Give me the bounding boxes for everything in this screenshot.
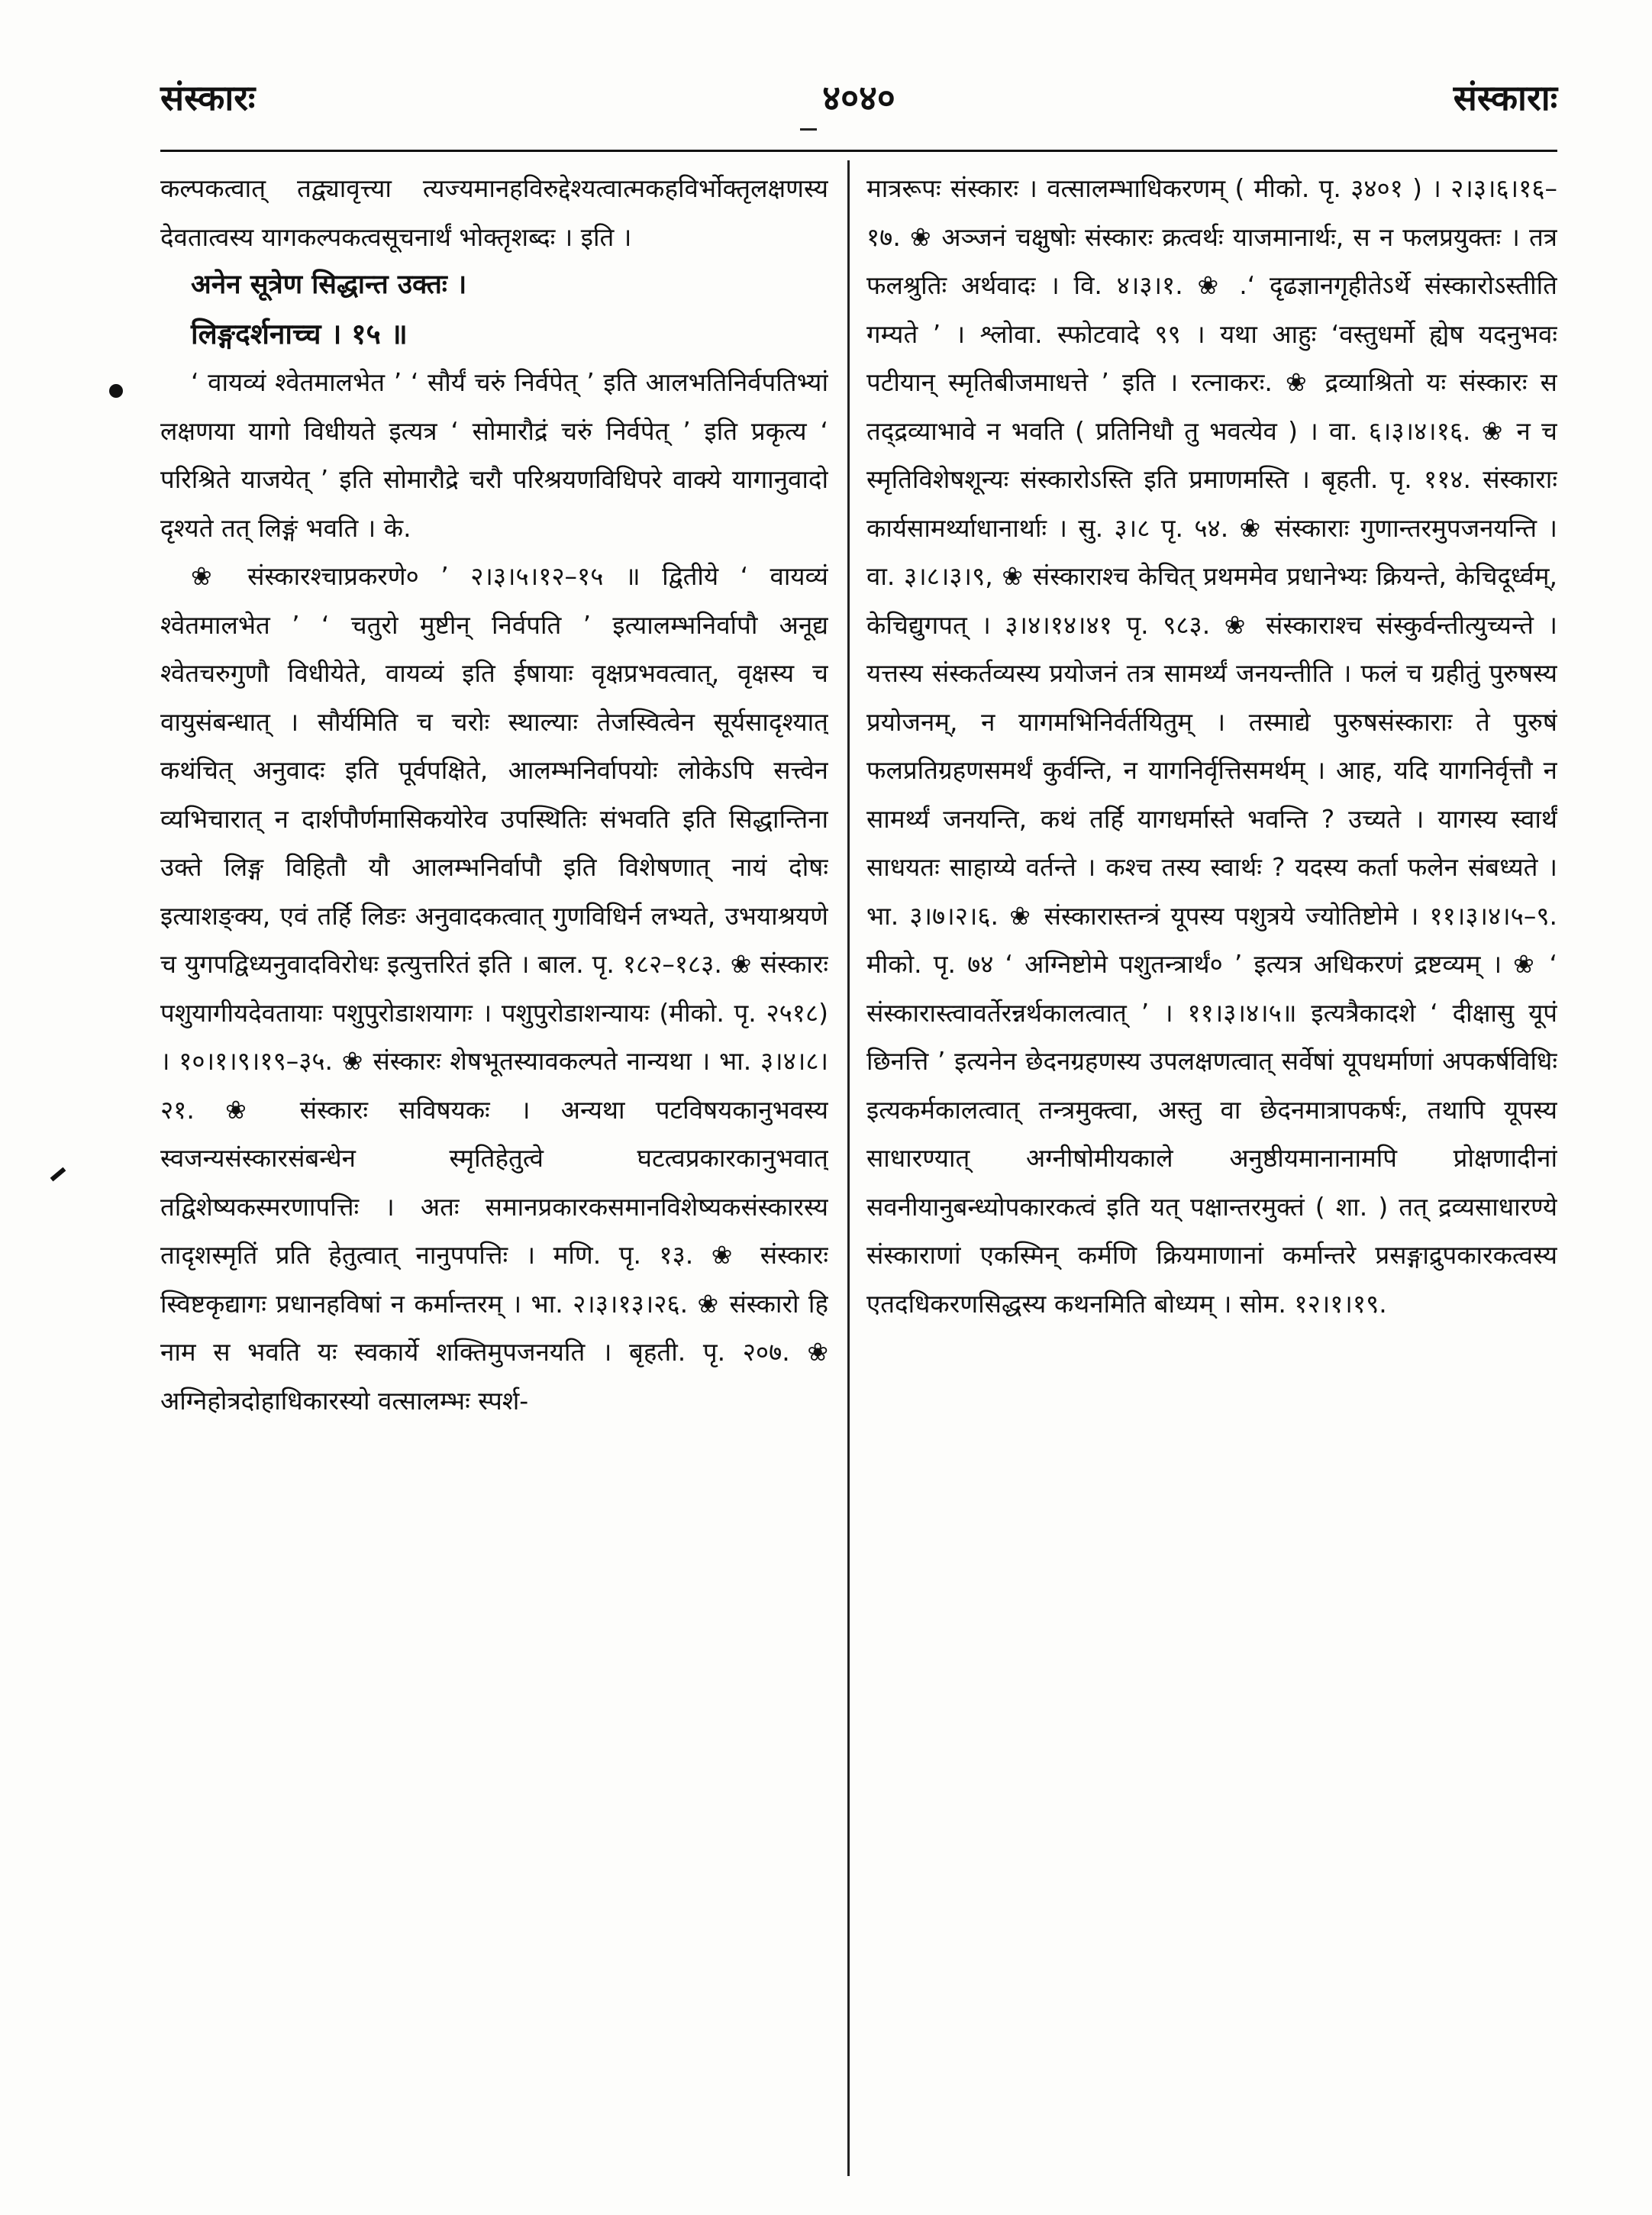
margin-tick-mark [50,1167,66,1182]
header-underline-mark [800,128,817,131]
paragraph: अनेन सूत्रेण सिद्धान्त उक्तः । [191,270,467,300]
sutra-heading: लिङ्गदर्शनाच्च । १५ ॥ [191,317,408,350]
header-right-title: संस्काराः [1453,77,1557,118]
header-rule [160,150,1557,152]
right-column [866,164,1557,2172]
column-divider [847,160,850,2176]
paragraph: ❀ संस्कारश्चाप्रकरणे० ’ २।३।५।१२–१५ ॥ द्वितीये ‘ वायव्यं श्वेतमालभेत ’ ‘ चतुरो मुष्टीन् निर्वपति ’ इत्यालम्भनिर्वापौ अनूद्य श्वेतचरुगुणौ विधीयेते, वायव्यं इति ईषायाः वृक्षप्रभवत्वात्, वृक्षस्य च वायुसंबन्धात् । सौर्यमिति च चरोः स्थाल्याः तेजस्वित्वेन सूर्यसादृश्यात् कथंचित् अनुवादः इति पूर्वपक्षिते, आलम्भनिर्वापयोः लोकेऽपि सत्त्वेन व्यभिचारात् न दार्शपौर्णमासिकयोरेव उपस्थितिः संभवति इति सिद्धान्तिना उक्ते लिङ्ग विहितौ यौ आलम्भनिर्वापौ इति विशेषणात् नायं दोषः इत्याशङ्क्य, एवं तर्हि लिङः अनुवादकत्वात् गुणविधिर्न लभ्यते, उभयाश्रयणे च युगपद्विध्यनुवादविरोधः इत्युत्तरितं इति । बाल. पृ. १८२–१८३. ❀ संस्कारः पशुयागीयदेवतायाः पशुपुरोडाशयागः । पशुपुरोडाशन्यायः (मीको. पृ. २५१८) । १०।१।९।१९–३५. ❀ संस्कारः शेषभूतस्यावकल्पते नान्यथा । भा. ३।४।८।२१. ❀ संस्कारः सविषयकः । अन्यथा पटविषयकानुभवस्य स्वजन्यसंस्कारसंबन्धेन स्मृतिहेतुत्वे घटत्वप्रकारकानुभवात् तद्विशेष्यकस्मरणापत्तिः । अतः समानप्रकारकसमानविशेष्यकसंस्कारस्य तादृशस्मृतिं प्रति हेतुत्वात् नानुपपत्तिः । मणि. पृ. १३. ❀ संस्कारः स्विष्टकृद्यागः प्रधानहविषां न कर्मान्तरम् । भा. २।३।१३।२६. ❀ संस्कारो हि नाम स भवति यः स्वकार्ये शक्तिमुपजनयति । बृहती. पृ. २०७. ❀ अग्निहोत्रदोहाधिकारस्यो वत्सालम्भः स्पर्श- [160,561,828,1416]
running-header [160,67,1557,128]
header-left-title: संस्कारः [160,77,256,118]
margin-dot-mark [109,384,123,398]
paragraph: कल्पकत्वात् तद्व्यावृत्त्या त्यज्यमानहविरुद्देश्यत्वात्मकहविर्भोक्तृलक्षणस्य देवतात्वस्य यागकल्पकत्वसूचनार्थं भोक्तृशब्दः । इति । [160,173,828,252]
paragraph: मात्ररूपः संस्कारः । वत्सालम्भाधिकरणम् ( मीको. पृ. ३४०१ ) । २।३।६।१६–१७. ❀ अञ्जनं चक्षुषोः संस्कारः क्रत्वर्थः याजमानार्थः, स न फलप्रयुक्तः । तत्र फलश्रुतिः अर्थवादः । वि. ४।३।१. ❀ .‘ दृढज्ञानगृहीतेऽर्थे संस्कारोऽस्तीति गम्यते ’ । श्लोवा. स्फोटवादे ९९ । यथा आहुः ‘वस्तुधर्मो ह्येष यदनुभवः पटीयान् स्मृतिबीजमाधत्ते ’ इति । रत्नाकरः. ❀ द्रव्याश्रितो यः संस्कारः स तद्द्रव्याभावे न भवति ( प्रतिनिधौ तु भवत्येव ) । वा. ६।३।४।१६. ❀ न च स्मृतिविशेषशून्यः संस्कारोऽस्ति इति प्रमाणमस्ति । बृहती. पृ. ११४. संस्काराः कार्यसामर्थ्याधानार्थाः । सु. ३।८ पृ. ५४. ❀ संस्काराः गुणान्तरमुपजनयन्ति । वा. ३।८।३।९, ❀ संस्काराश्च केचित् प्रथममेव प्रधानेभ्यः क्रियन्ते, केचिदूर्ध्वम्, केचिद्युगपत् । ३।४।१४।४१ पृ. ९८३. ❀ संस्काराश्च संस्कुर्वन्तीत्युच्यन्ते । यत्तस्य संस्कर्तव्यस्य प्रयोजनं तत्र सामर्थ्यं जनयन्तीति । फलं च ग्रहीतुं पुरुषस्य प्रयोजनम्, न यागमभिनिर्वर्तयितुम् । तस्माद्ये पुरुषसंस्काराः ते पुरुषं फलप्रतिग्रहणसमर्थं कुर्वन्ति, न यागनिर्वृत्तिसमर्थम् । आह, यदि यागनिर्वृत्तौ न सामर्थ्यं जनयन्ति, कथं तर्हि यागधर्मास्ते भवन्ति ? उच्यते । यागस्य स्वार्थं साधयतः साहाय्ये वर्तन्ते । कश्च तस्य स्वार्थः ? यदस्य कर्ता फलेन संबध्यते । भा. ३।७।२।६. ❀ संस्कारास्तन्त्रं यूपस्य पशुत्रये ज्योतिष्टोमे । ११।३।४।५–९. मीको. पृ. ७४ ‘ अग्निष्टोमे पशुतन्त्रार्थं० ’ इत्यत्र अधिकरणं द्रष्टव्यम् । ❀ ‘ संस्कारास्त्वावर्तेरन्नर्थकालत्वात् ’ । ११।३।४।५॥ इत्यत्रैकादशे ‘ दीक्षासु यूपं छिनत्ति ’ इत्यनेन छेदनग्रहणस्य उपलक्षणत्वात् सर्वेषां यूपधर्माणां अपकर्षविधिः इत्यकर्मकालत्वात् तन्त्रमुक्त्वा, अस्तु वा छेदनमात्रापकर्षः, तथापि यूपस्य साधारण्यात् अग्नीषोमीयकाले अनुष्ठीयमानानामपि प्रोक्षणादीनां सवनीयानुबन्ध्योपकारकत्वं इति यत् पक्षान्तरमुक्तं ( शा. ) तत् द्रव्यसाधारण्ये संस्काराणां एकस्मिन् कर्मणि क्रियमाणानां कर्मान्तरे प्रसङ्गाद्रुपकारकत्वस्य एतदधिकरणसिद्धस्य कथनमिति बोध्यम् । सोम. १२।१।१९. [866,173,1557,1319]
left-column [160,164,828,2172]
paragraph: ‘ वायव्यं श्वेतमालभेत ’ ‘ सौर्यं चरुं निर्वपेत् ’ इति आलभतिनिर्वपतिभ्यां लक्षणया यागो विधीयते इत्यत्र ‘ सोमारौद्रं चरुं निर्वपेत् ’ इति प्रकृत्य ‘ परिश्रिते याजयेत् ’ इति सोमारौद्रे चरौ परिश्रयणविधिपरे वाक्ये यागानुवादो दृश्यते तत् लिङ्गं भवति । के. [160,367,828,543]
page-number: ४०४० [822,77,895,118]
